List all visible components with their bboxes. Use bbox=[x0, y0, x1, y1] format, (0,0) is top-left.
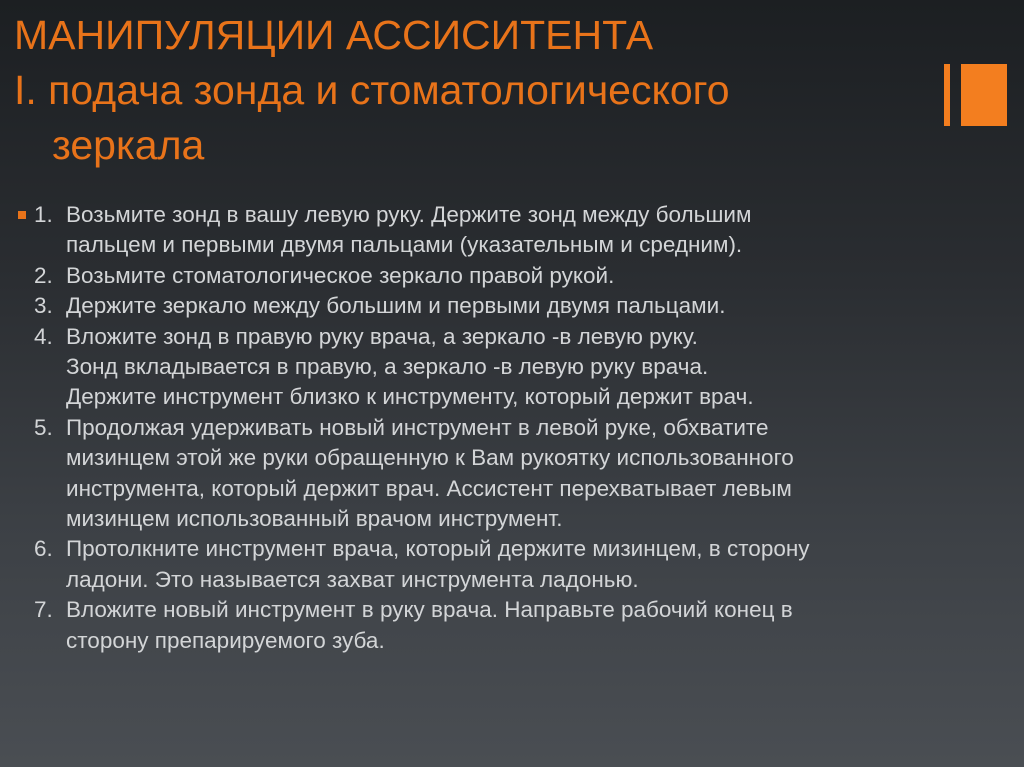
title-line-2: I. подача зонда и стоматологического bbox=[14, 67, 730, 113]
item-text: Вложите зонд в правую руку врача, а зеркало -в левую руку. bbox=[66, 323, 698, 349]
bullet-square-icon bbox=[18, 211, 26, 219]
item-number: 2. bbox=[34, 262, 53, 288]
list-item-line bbox=[18, 291, 1018, 321]
item-number: 7. bbox=[34, 597, 53, 623]
list-item bbox=[18, 534, 1018, 595]
item-text: Зонд вкладывается в правую, а зеркало -в левую руку врача. bbox=[66, 354, 709, 380]
list-item-line bbox=[18, 261, 1018, 291]
item-text: мизинцем этой же руки обращенную к Вам рукоятку использованного bbox=[66, 445, 794, 471]
item-text: Продолжая удерживать новый инструмент в левой руке, обхватите bbox=[66, 414, 769, 440]
item-text: Вложите новый инструмент в руку врача. Направьте рабочий конец в bbox=[66, 597, 793, 623]
item-number: 1. bbox=[34, 202, 53, 227]
list-item-line bbox=[18, 200, 1018, 230]
slide-title bbox=[14, 8, 934, 173]
list-item-line bbox=[18, 534, 1018, 564]
item-text: Возьмите стоматологическое зеркало правой рукой. bbox=[66, 262, 615, 288]
list-item bbox=[18, 322, 1018, 413]
list-item bbox=[18, 261, 1018, 291]
title-line-3: зеркала bbox=[52, 122, 205, 168]
list-item-line bbox=[18, 595, 1018, 625]
instruction-list bbox=[18, 200, 1018, 656]
item-number: 4. bbox=[34, 323, 53, 349]
list-item-line bbox=[18, 413, 1018, 443]
item-text: Возьмите зонд в вашу левую руку. Держите зонд между большим bbox=[66, 202, 752, 227]
item-number: 3. bbox=[34, 293, 53, 319]
item-text: мизинцем использованный врачом инструмент. bbox=[66, 506, 563, 532]
item-text: Протолкните инструмент врача, который держите мизинцем, в сторону bbox=[66, 536, 810, 562]
list-item bbox=[18, 291, 1018, 321]
item-text: Держите зеркало между большим и первыми двумя пальцами. bbox=[66, 293, 726, 319]
item-text: Держите инструмент близко к инструменту, который держит врач. bbox=[66, 384, 754, 410]
accent-bar-thick bbox=[961, 64, 1007, 126]
item-text: ладони. Это называется захват инструмента ладонью. bbox=[66, 566, 639, 592]
item-number: 6. bbox=[34, 536, 53, 562]
accent-bar-thin bbox=[944, 64, 950, 126]
list-item bbox=[18, 200, 1018, 261]
list-item-line bbox=[18, 322, 1018, 352]
item-number: 5. bbox=[34, 414, 53, 440]
list-item bbox=[18, 413, 1018, 535]
title-line-1: МАНИПУЛЯЦИИ АССИСИТЕНТА bbox=[14, 12, 654, 58]
item-text: пальцем и первыми двумя пальцами (указательным и средним). bbox=[66, 232, 743, 258]
item-text: инструмента, который держит врач. Ассистент перехватывает левым bbox=[66, 475, 792, 501]
item-text: сторону препарируемого зуба. bbox=[66, 627, 385, 653]
list-item bbox=[18, 595, 1018, 656]
